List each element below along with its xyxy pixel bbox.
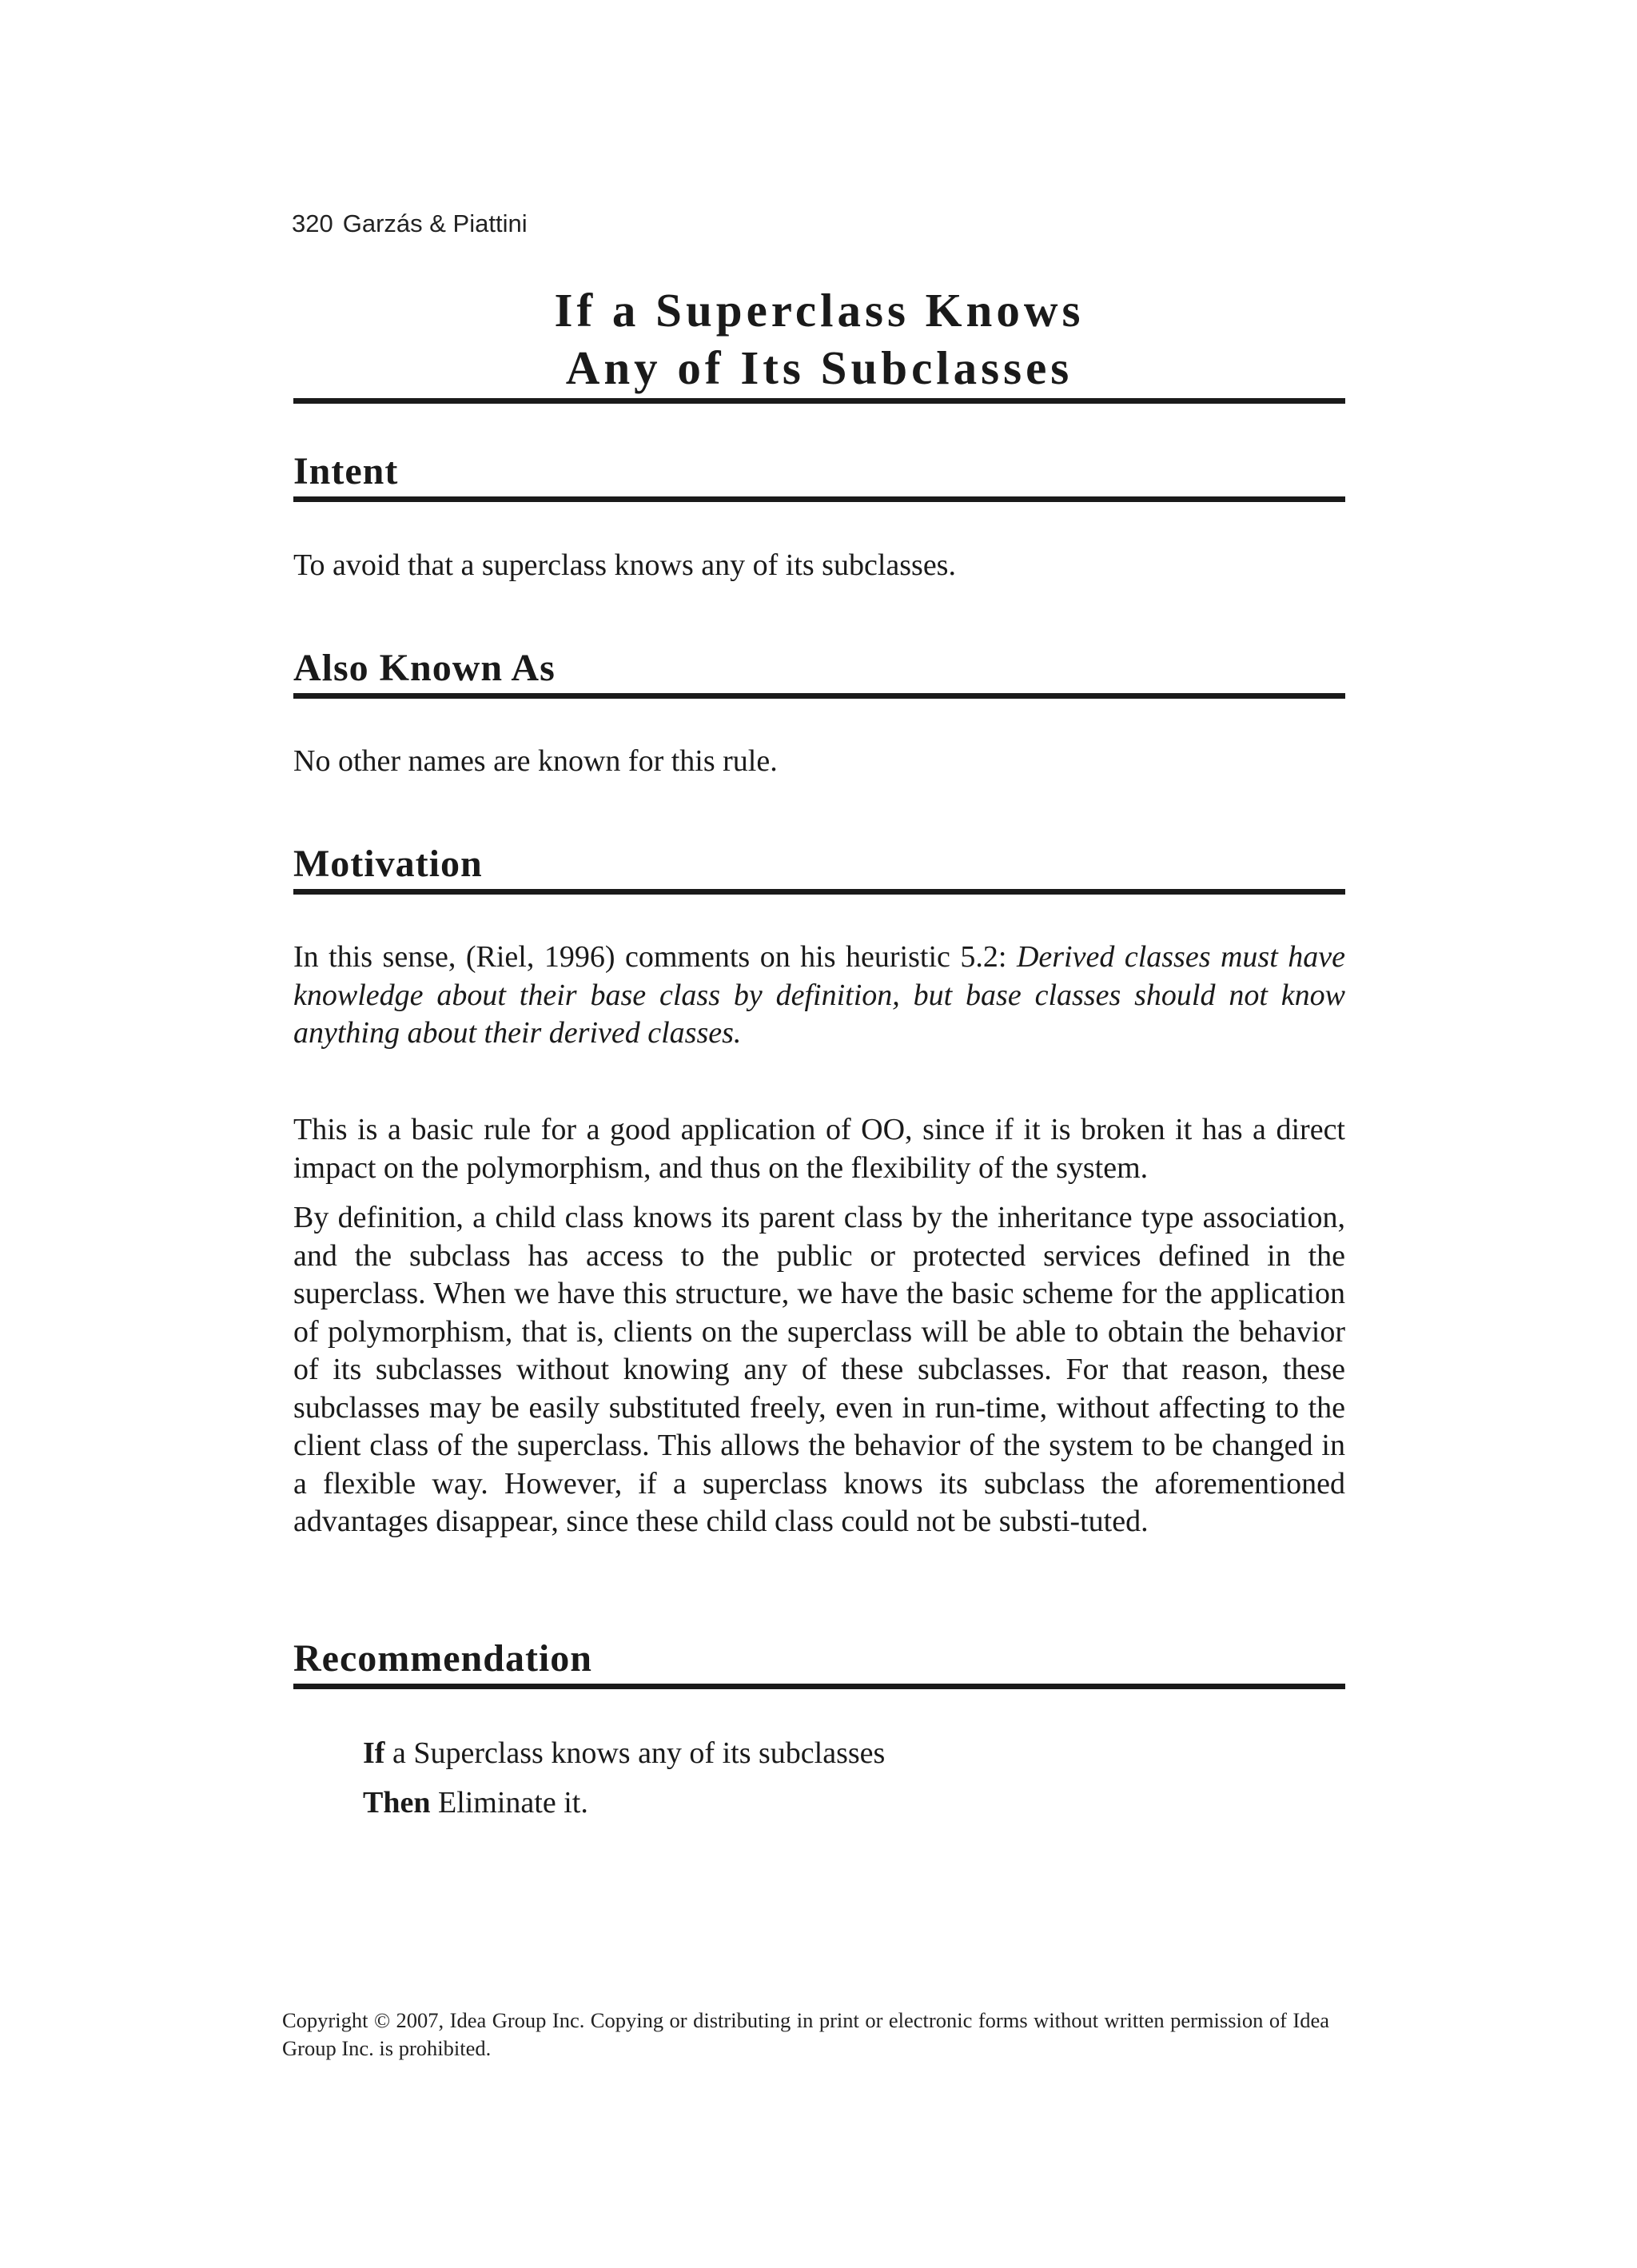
recommendation-then-line	[363, 1784, 588, 1822]
motivation-paragraph-3: By definition, a child class knows its parent class by the inheritance type association, and the subclass has access to the public or protected services defined in the superclass. When we have this structure, we have the basic scheme for the application of polymorphism, that is, clients on the superclass will be able to obtain the behavior of its subclasses without knowing any of these subclasses. For that reason, these subclasses may be easily substituted freely, even in run-time, without affecting to the client class of the superclass. This allows the behavior of the system to be changed in a flexible way. However, if a superclass knows its subclass the aforementioned advantages disappear, since these child class could not be substi-tuted.	[293, 1201, 1345, 1538]
title-rule	[293, 398, 1345, 404]
motivation-paragraph-2: This is a basic rule for a good application of OO, since if it is broken it has a direct impact on the polymorphism, and thus on the flexibility of the system.	[293, 1113, 1345, 1185]
then-keyword: Then	[363, 1786, 431, 1820]
chapter-title	[293, 281, 1345, 397]
recommendation-heading: Recommendation	[293, 1637, 592, 1680]
recommendation-rule	[293, 1684, 1345, 1689]
motivation-citation-text: In this sense, (Riel, 1996) comments on his heuristic 5.2:	[293, 940, 1017, 974]
intent-rule	[293, 496, 1345, 502]
motivation-rule	[293, 889, 1345, 895]
then-action: Eliminate it.	[430, 1786, 588, 1820]
also-known-as-text: No other names are known for this rule.	[293, 744, 778, 778]
page-number: 320	[292, 209, 333, 237]
intent-text: To avoid that a superclass knows any of its subclasses.	[293, 548, 956, 582]
motivation-quote: Derived classes must have knowledge about their base class by definition, but base classes should not know anything about their derived classes.	[293, 940, 1345, 1050]
running-header-authors: Garzás & Piattini	[342, 209, 528, 237]
if-keyword: If	[363, 1736, 385, 1770]
title-line-2: Any of Its Subclasses	[565, 341, 1073, 394]
title-line-1: If a Superclass Knows	[554, 284, 1085, 337]
running-header	[292, 209, 528, 238]
copyright-notice: Copyright © 2007, Idea Group Inc. Copying or distributing in print or electronic forms without written permission of Idea Group Inc. is prohibited.	[282, 2008, 1329, 2060]
intent-heading: Intent	[293, 450, 399, 492]
if-condition: a Superclass knows any of its subclasses	[384, 1736, 886, 1770]
also-known-as-rule	[293, 693, 1345, 699]
motivation-paragraph-1	[293, 939, 1345, 1053]
also-known-as-heading: Also Known As	[293, 647, 556, 689]
recommendation-if-line	[363, 1735, 885, 1772]
motivation-heading: Motivation	[293, 843, 483, 885]
